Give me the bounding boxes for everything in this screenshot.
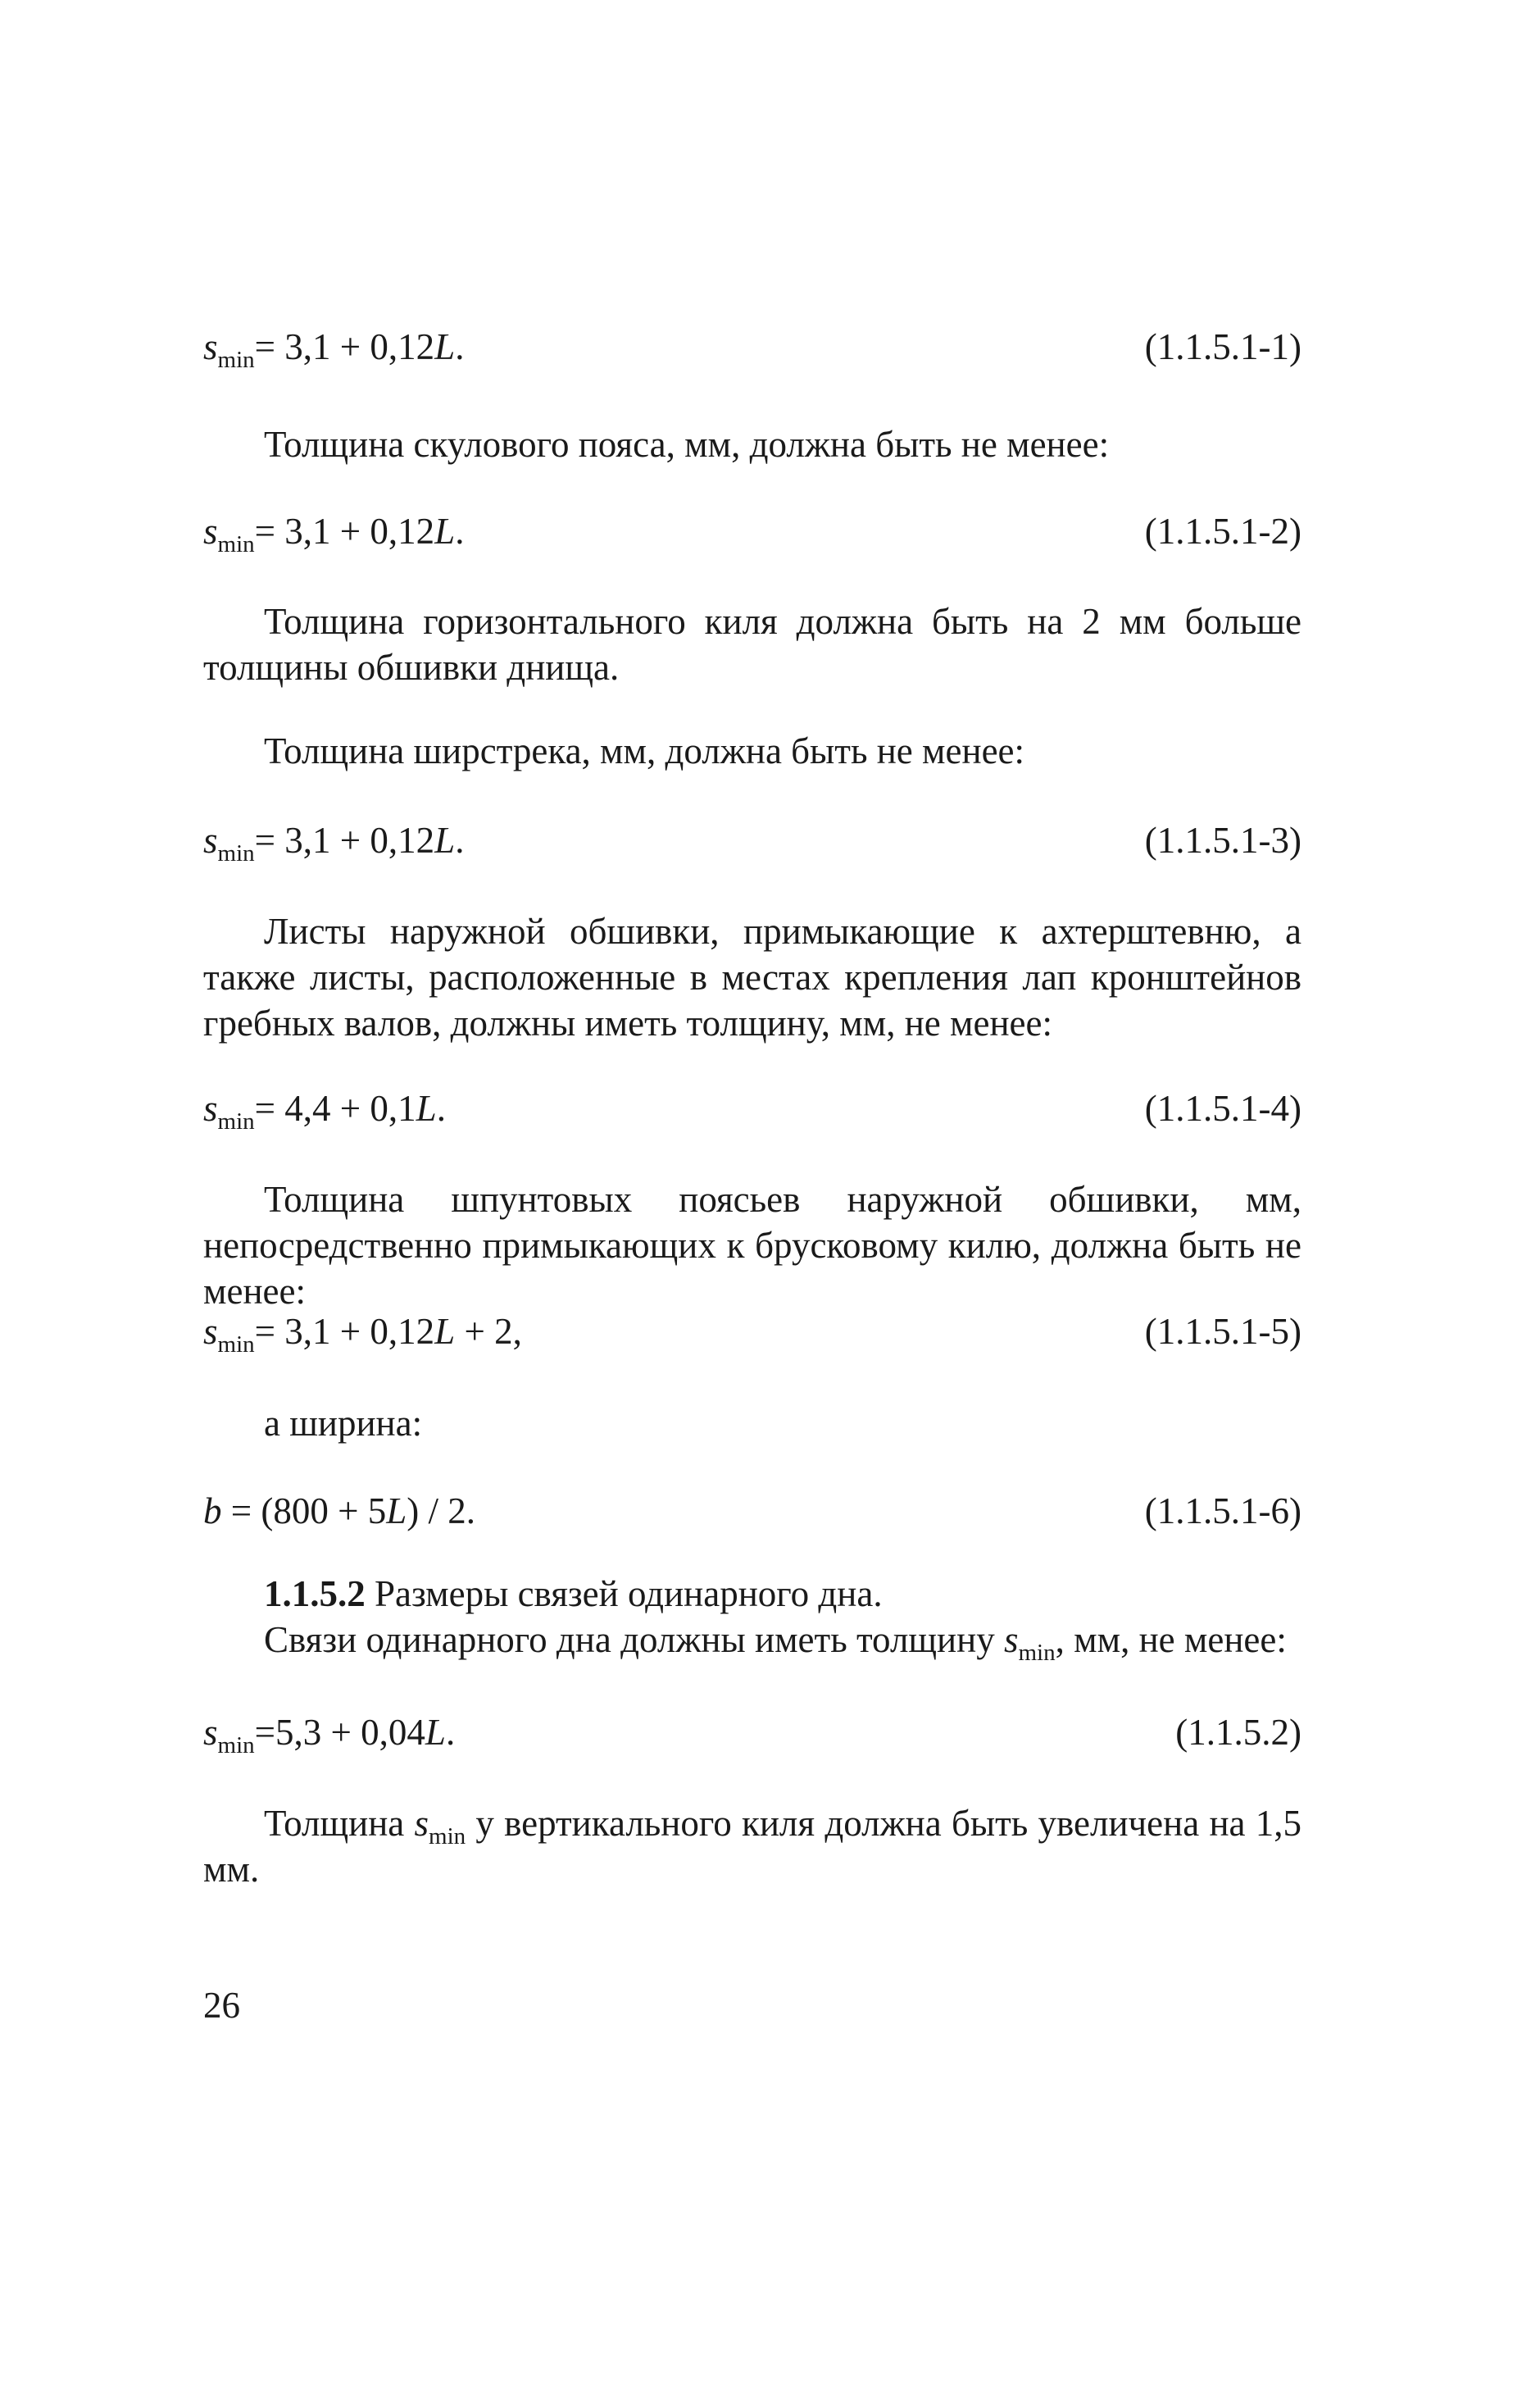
formula-number: (1.1.5.1-4) (1144, 1088, 1302, 1129)
formula-4 (203, 1085, 1302, 1135)
paragraph-4: Листы наружной обшивки, примыкающие к ахтерштевню, а также листы, расположенные в местах крепления лап кронштейнов гребных валов, должны иметь толщину, мм, не менее: (203, 911, 1302, 1044)
section-heading (203, 1571, 1302, 1617)
formula-3 (203, 817, 1302, 867)
formula-5 (203, 1308, 1302, 1358)
paragraph-6: а ширина: (264, 1403, 423, 1444)
formula-1 (203, 324, 1302, 373)
section-number: 1.1.5.2 (264, 1573, 366, 1614)
formula-expression: $s_{min}= 3,1 + 0,12L$. (203, 326, 465, 373)
formula-6 (203, 1488, 1302, 1534)
paragraph-5: Толщина шпунтовых поясьев наружной обшивки, мм, непосредственно примыкающих к брусковому килю, должна быть не менее: (203, 1179, 1302, 1312)
section-title: Размеры связей одинарного дна. (365, 1573, 883, 1614)
paragraph-2: Толщина горизонтального киля должна быть на 2 мм больше толщины обшивки днища. (203, 601, 1302, 688)
paragraph-7: Связи одинарного дна должны иметь толщину $s_{min}$, мм, не менее: (264, 1619, 1287, 1666)
formula-expression: $s_{min}= 3,1 + 0,12L$. (203, 511, 465, 557)
formula-number: (1.1.5.2) (1175, 1712, 1302, 1753)
formula-expression: $s_{min}= 4,4 + 0,1L$. (203, 1088, 446, 1135)
formula-number: (1.1.5.1-2) (1144, 511, 1302, 552)
paragraph-1: Толщина скулового пояса, мм, должна быть не менее: (264, 424, 1110, 465)
formula-expression: b = (800 + 5L) / 2. (203, 1490, 476, 1531)
page-number: 26 (203, 1985, 240, 2026)
paragraph-8: Толщина $s_{min}$ у вертикального киля должна быть увеличена на 1,5 мм. (203, 1803, 1302, 1890)
formula-expression: $s_{min}=5,3 + 0,04L$. (203, 1712, 456, 1758)
formula-2 (203, 508, 1302, 557)
formula-expression: $s_{min}= 3,1 + 0,12L$. (203, 820, 465, 867)
formula-7 (203, 1709, 1302, 1758)
formula-expression: $s_{min}= 3,1 + 0,12L + 2$, (203, 1311, 522, 1358)
formula-number: (1.1.5.1-6) (1144, 1490, 1302, 1531)
formula-number: (1.1.5.1-5) (1144, 1311, 1302, 1352)
formula-number: (1.1.5.1-1) (1144, 326, 1302, 367)
formula-number: (1.1.5.1-3) (1144, 820, 1302, 861)
paragraph-3: Толщина ширстрека, мм, должна быть не менее: (264, 730, 1025, 771)
